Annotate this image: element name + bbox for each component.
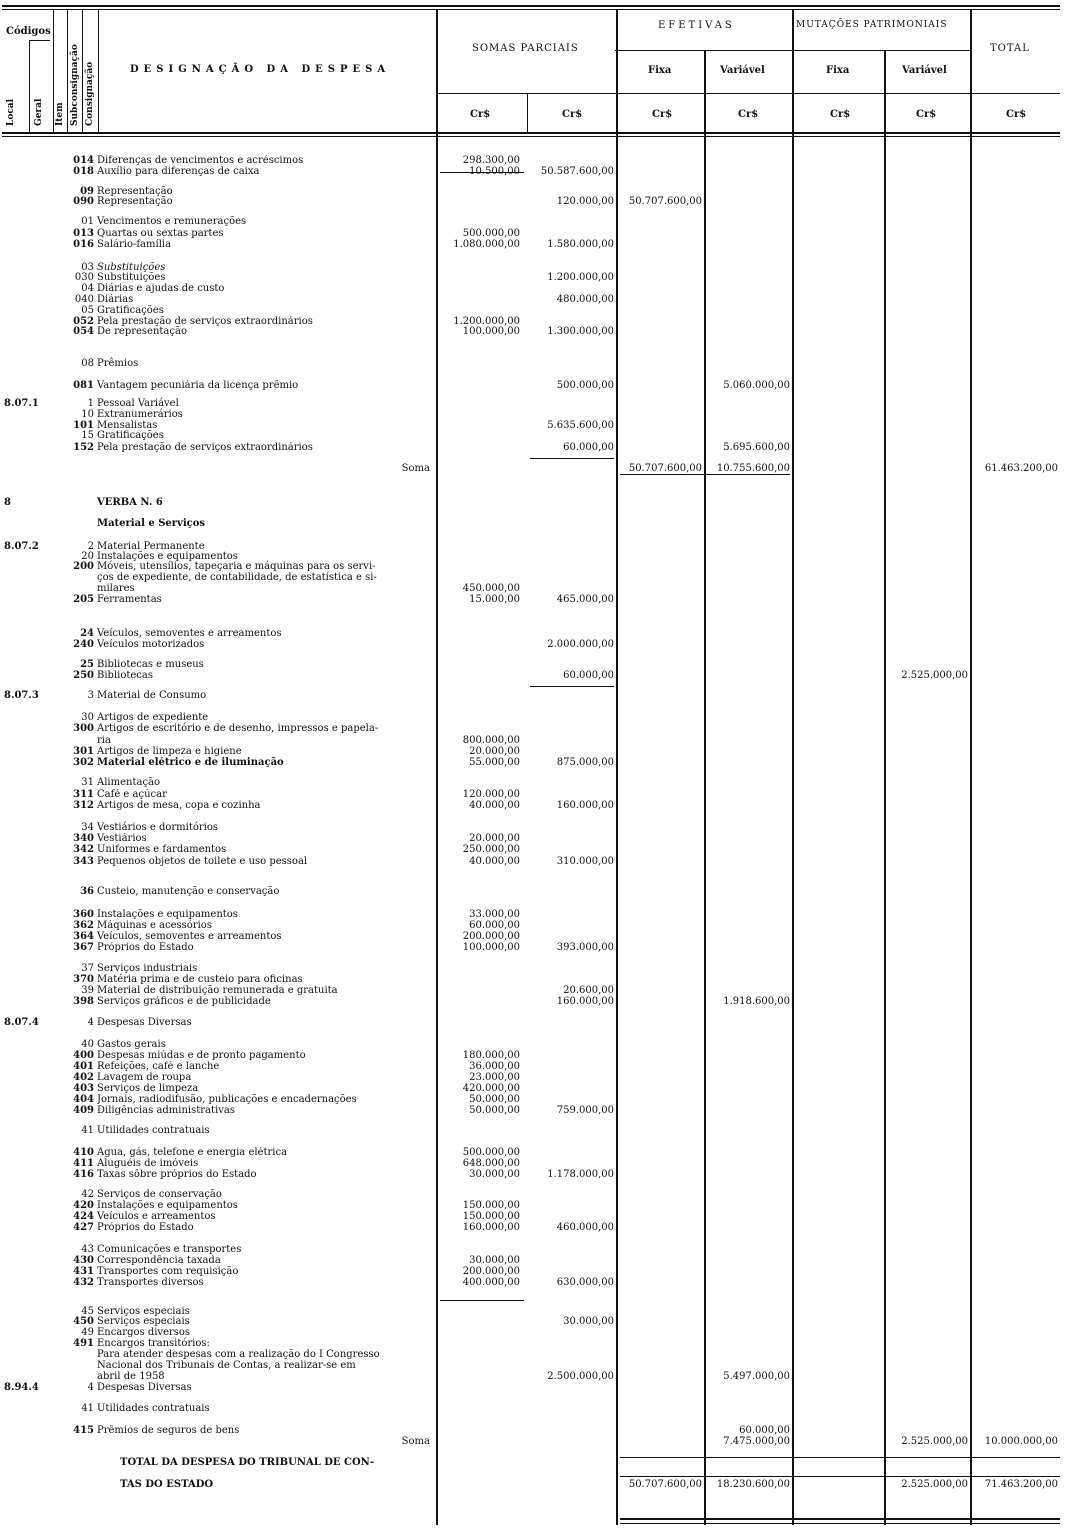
row-code: 302 (73, 757, 94, 768)
row-code: 427 (73, 1222, 94, 1233)
row-code: 39 (81, 985, 94, 996)
row-description: Veículos e arreamentos (97, 1211, 216, 1222)
row-efetiva-variavel: 60.000,00 (739, 1425, 790, 1436)
row-partial-2: 630.000,00 (556, 1277, 614, 1288)
row-partial-2: 310.000,00 (556, 856, 614, 867)
row-description: TOTAL DA DESPESA DO TRIBUNAL DE CON- (120, 1457, 374, 1468)
row-code: 014 (73, 155, 94, 166)
row-description: Lavagem de roupa (97, 1072, 192, 1083)
row-partial-2: 480.000,00 (556, 294, 614, 305)
row-description: Taxas sôbre próprios do Estado (97, 1169, 257, 1180)
row-code: 1 (87, 398, 94, 409)
row-code: 400 (73, 1050, 94, 1061)
row-code: 08 (81, 358, 94, 369)
row-partial-2: 759.000,00 (556, 1105, 614, 1116)
row-partial-1: 20.000,00 (469, 833, 520, 844)
row-code: 402 (73, 1072, 94, 1083)
row-efetiva-variavel: 18.230.600,00 (716, 1479, 790, 1490)
vline-cons (98, 10, 99, 132)
row-local-code: 8 (4, 497, 11, 508)
row-code: 2 (87, 541, 94, 552)
row-description: Gastos gerais (97, 1039, 166, 1050)
fixa-label: Fixa (648, 65, 672, 76)
row-efetiva-variavel: 5.060.000,00 (723, 380, 790, 391)
rule-total-2 (620, 1523, 1060, 1524)
row-partial-1: 100.000,00 (462, 942, 520, 953)
vline-geral (53, 10, 54, 132)
row-partial-1: 36.000,00 (469, 1061, 520, 1072)
top-rule (2, 5, 1060, 7)
row-code: 415 (73, 1425, 94, 1436)
row-description: Artigos de mesa, copa e cozinha (97, 800, 261, 811)
row-partial-1: 150.000,00 (462, 1211, 520, 1222)
row-partial-1: 30.000,00 (469, 1255, 520, 1266)
row-partial-2: 1.300.000,00 (547, 326, 614, 337)
row-partial-2: 20.600,00 (563, 985, 614, 996)
row-code: 416 (73, 1169, 94, 1180)
row-efetiva-variavel: 7.475.000,00 (723, 1436, 790, 1447)
row-code: 42 (81, 1189, 94, 1200)
row-partial-1: 120.000,00 (462, 789, 520, 800)
col-item: Item (55, 102, 65, 126)
row-code: 410 (73, 1147, 94, 1158)
row-partial-1: 500.000,00 (462, 1147, 520, 1158)
rule-soma1 (530, 458, 614, 459)
row-description: Extranumerários (97, 409, 183, 420)
row-description: Para atender despesas com a realização do I Congresso (97, 1349, 380, 1360)
vline-local (29, 40, 30, 132)
row-code: 05 (81, 305, 94, 316)
row-local-code: 8.07.3 (4, 690, 39, 701)
variavel-mut-label: Variável (902, 65, 947, 76)
row-description: Vencimentos e remunerações (97, 216, 247, 227)
row-partial-2: 5.635.600,00 (547, 420, 614, 431)
row-code: 404 (73, 1094, 94, 1105)
rule-total (620, 1518, 1060, 1520)
row-description: Transportes com requisição (97, 1266, 239, 1277)
row-description: Transportes diversos (97, 1277, 204, 1288)
row-description: TAS DO ESTADO (120, 1479, 214, 1490)
row-description: Quartas ou sextas partes (97, 228, 224, 239)
col-local: Local (6, 98, 16, 126)
row-code: 420 (73, 1200, 94, 1211)
row-description: Artigos de escritório e de desenho, impressos e papela- (97, 723, 379, 734)
row-description: Material e Serviços (97, 518, 206, 529)
row-local-code: 8.07.2 (4, 541, 39, 552)
col-subconsignacao: Subconsignação (70, 44, 80, 126)
row-code: 45 (81, 1306, 94, 1317)
row-partial-2: 30.000,00 (563, 1316, 614, 1327)
vline-sub (82, 10, 83, 132)
mutacoes-label: MUTAÇÕES PATRIMONIAIS (796, 20, 948, 30)
row-description: Pela prestação de serviços extraordinários (97, 316, 313, 327)
row-local-code: 8.94.4 (4, 1382, 39, 1393)
header-bottom-rule (2, 132, 1060, 134)
row-code: 401 (73, 1061, 94, 1072)
row-description: Serviços gráficos e de publicidade (97, 996, 271, 1007)
rule-c (440, 1300, 524, 1301)
row-code: 300 (73, 723, 94, 734)
row-description: Próprios do Estado (97, 942, 194, 953)
row-partial-2: 1.580.000,00 (547, 239, 614, 250)
row-description: Representação (97, 196, 173, 207)
row-efetiva-fixa: 50.707.600,00 (628, 196, 702, 207)
variavel-label: Variável (720, 65, 765, 76)
row-description: Aluguéis de imóveis (97, 1158, 199, 1169)
col-geral: Geral (34, 98, 44, 126)
row-description: Artigos de expediente (97, 712, 209, 723)
row-partial-2: 160.000,00 (556, 996, 614, 1007)
row-code: 101 (73, 420, 94, 431)
row-code: 424 (73, 1211, 94, 1222)
row-description: Instalações e equipamentos (97, 551, 238, 562)
col-consignacao: Consignação (85, 61, 95, 126)
row-description: Gratificações (97, 430, 164, 441)
row-code: 34 (81, 822, 94, 833)
row-code: 09 (80, 186, 94, 197)
row-code: 01 (81, 216, 94, 227)
row-description: Veículos motorizados (97, 639, 205, 650)
row-code: 04 (81, 283, 94, 294)
row-code: 040 (74, 294, 94, 305)
row-description: Material de distribuição remunerada e gratuita (97, 985, 338, 996)
row-partial-1: 180.000,00 (462, 1050, 520, 1061)
row-description: Prêmios de seguros de bens (97, 1425, 240, 1436)
row-partial-1: 1.200.000,00 (453, 316, 520, 327)
row-description: Material de Consumo (97, 690, 207, 701)
row-mutacao-variavel: 2.525.000,00 (901, 670, 968, 681)
row-partial-1: 30.000,00 (469, 1169, 520, 1180)
row-description: Nacional dos Tribunais de Contas, a realizar-se em (97, 1360, 356, 1371)
row-code: 340 (73, 833, 94, 844)
row-code: 30 (81, 712, 94, 723)
row-mutacao-variavel: 2.525.000,00 (901, 1479, 968, 1490)
somas-parciais-label: SOMAS PARCIAIS (472, 43, 579, 54)
row-partial-1: 60.000,00 (469, 920, 520, 931)
row-partial-2: 60.000,00 (563, 442, 614, 453)
row-partial-1: 150.000,00 (462, 1200, 520, 1211)
row-description: Utilidades contratuais (97, 1125, 210, 1136)
rule-b (530, 686, 614, 687)
row-description: Bibliotecas (97, 670, 153, 681)
row-code: 090 (73, 196, 94, 207)
row-partial-1: 400.000,00 (462, 1277, 520, 1288)
row-partial-1: 33.000,00 (469, 909, 520, 920)
row-description: Despesas Diversas (97, 1017, 192, 1028)
row-code: 311 (73, 789, 94, 800)
row-description: Prêmios (97, 358, 139, 369)
header-bottom-rule-2 (2, 136, 1060, 137)
row-description: Soma (401, 463, 430, 474)
rule-a (440, 172, 524, 173)
row-partial-2: 60.000,00 (563, 670, 614, 681)
vline-mf (884, 50, 886, 1525)
row-partial-1: 200.000,00 (462, 1266, 520, 1277)
row-code: 411 (73, 1158, 94, 1169)
row-partial-1: 20.000,00 (469, 746, 520, 757)
row-partial-1: 40.000,00 (469, 856, 520, 867)
row-code: 343 (73, 856, 94, 867)
row-description: Jornais, radiodifusão, publicações e encadernações (97, 1094, 357, 1105)
vline-p1 (527, 94, 528, 134)
efetivas-label: EFETIVAS (658, 20, 735, 31)
row-code: 41 (81, 1125, 94, 1136)
row-code: 31 (81, 777, 94, 788)
row-code: 20 (81, 551, 94, 562)
row-description: Diferenças de vencimentos e acréscimos (97, 155, 304, 166)
row-partial-2: 1.178.000,00 (547, 1169, 614, 1180)
row-description: Vestiários e dormitórios (97, 822, 218, 833)
row-code: 360 (73, 909, 94, 920)
row-description: Refeições, café e lanche (97, 1061, 220, 1072)
row-code: 342 (73, 844, 94, 855)
row-partial-2: 50.587.600,00 (540, 166, 614, 177)
codigo-rule (30, 40, 50, 41)
row-code: 430 (73, 1255, 94, 1266)
row-description: Utilidades contratuais (97, 1403, 210, 1414)
row-code: 4 (87, 1017, 94, 1028)
row-description: Vestiários (97, 833, 147, 844)
row-partial-2: 500.000,00 (556, 380, 614, 391)
currency-p1: Cr$ (470, 109, 491, 120)
row-code: 3 (87, 690, 94, 701)
row-code: 24 (80, 628, 94, 639)
row-description: Material elétrico e de iluminação (97, 757, 284, 768)
currency-p2: Cr$ (562, 109, 583, 120)
row-code: 37 (81, 963, 94, 974)
row-code: 4 (87, 1382, 94, 1393)
row-partial-2: 460.000,00 (556, 1222, 614, 1233)
row-code: 250 (73, 670, 94, 681)
row-local-code: 8.07.4 (4, 1017, 39, 1028)
row-description: Veículos, semoventes e arreamentos (97, 628, 282, 639)
row-partial-1: 800.000,00 (462, 735, 520, 746)
row-partial-2: 393.000,00 (556, 942, 614, 953)
row-partial-2: 875.000,00 (556, 757, 614, 768)
row-description: Correspondência taxada (97, 1255, 221, 1266)
row-description: VERBA N. 6 (97, 497, 163, 508)
row-description: Despesas Diversas (97, 1382, 192, 1393)
vline-fixa (704, 50, 706, 1525)
currency-var: Cr$ (738, 109, 759, 120)
row-code: 362 (73, 920, 94, 931)
row-partial-1: 420.000,00 (462, 1083, 520, 1094)
row-efetiva-variavel: 10.755.600,00 (716, 463, 790, 474)
row-code: 398 (73, 996, 94, 1007)
row-description: Encargos transitórios: (97, 1338, 210, 1349)
total-label: TOTAL (990, 43, 1030, 54)
currency-mv: Cr$ (916, 109, 937, 120)
row-code: 36 (80, 886, 94, 897)
vline-desc (436, 10, 438, 1525)
row-code: 301 (73, 746, 94, 757)
row-partial-1: 500.000,00 (462, 228, 520, 239)
row-efetiva-variavel: 1.918.600,00 (723, 996, 790, 1007)
row-description: Despesas miúdas e de pronto pagamento (97, 1050, 306, 1061)
row-code: 43 (81, 1244, 94, 1255)
row-description: Pela prestação de serviços extraordinários (97, 442, 313, 453)
row-efetiva-fixa: 50.707.600,00 (628, 463, 702, 474)
row-code: 367 (73, 942, 94, 953)
vline-p2 (616, 10, 618, 1525)
row-description: Ferramentas (97, 594, 162, 605)
row-partial-2: 465.000,00 (556, 594, 614, 605)
row-code: 370 (73, 974, 94, 985)
row-total: 61.463.200,00 (984, 463, 1058, 474)
row-partial-1: 23.000,00 (469, 1072, 520, 1083)
row-description: Bibliotecas e museus (97, 659, 204, 670)
row-partial-1: 40.000,00 (469, 800, 520, 811)
fixa-mut-label: Fixa (826, 65, 850, 76)
row-description: Custeio, manutenção e conservação (97, 886, 280, 897)
rule-soma2 (620, 1457, 1060, 1458)
row-description: Auxílio para diferenças de caixa (97, 166, 260, 177)
row-description: Salário-família (97, 239, 172, 250)
row-description: Serviços especiais (97, 1306, 190, 1317)
row-description: Matéria prima e de custeio para oficinas (97, 974, 303, 985)
row-description: Substituições (97, 262, 166, 273)
row-code: 030 (74, 272, 94, 283)
row-code: 25 (80, 659, 94, 670)
vline-mv (970, 10, 972, 1525)
row-description: Máquinas e acessórios (97, 920, 212, 931)
row-partial-1: 298.300,00 (462, 155, 520, 166)
row-code: 081 (73, 380, 94, 391)
row-total: 10.000.000,00 (984, 1436, 1058, 1447)
row-code: 200 (73, 561, 94, 572)
row-partial-1: 250.000,00 (462, 844, 520, 855)
row-partial-2: 2.000.000,00 (547, 639, 614, 650)
row-partial-2: 1.200.000,00 (547, 272, 614, 283)
row-description: Alimentação (97, 777, 161, 788)
row-description: Serviços especiais (97, 1316, 190, 1327)
row-efetiva-fixa: 50.707.600,00 (628, 1479, 702, 1490)
row-description: Veículos, semoventes e arreamentos (97, 931, 282, 942)
row-code: 15 (81, 430, 94, 441)
row-code: 10 (81, 409, 94, 420)
row-code: 03 (81, 262, 94, 273)
row-description: Serviços de limpeza (97, 1083, 199, 1094)
row-code: 450 (73, 1316, 94, 1327)
row-partial-2: 2.500.000,00 (547, 1371, 614, 1382)
currency-mf: Cr$ (830, 109, 851, 120)
row-code: 431 (73, 1266, 94, 1277)
row-description: Representação (97, 186, 173, 197)
row-partial-2: 160.000,00 (556, 800, 614, 811)
row-code: 013 (73, 228, 94, 239)
row-code: 052 (73, 316, 94, 327)
row-partial-1: 200.000,00 (462, 931, 520, 942)
row-description: Diárias e ajudas de custo (97, 283, 225, 294)
row-code: 364 (73, 931, 94, 942)
row-description: Instalações e equipamentos (97, 1200, 238, 1211)
row-description: Próprios do Estado (97, 1222, 194, 1233)
top-rule-2 (2, 9, 1060, 10)
rule-soma1b (620, 474, 790, 475)
row-code: 205 (73, 594, 94, 605)
row-code: 432 (73, 1277, 94, 1288)
row-description: Artigos de limpeza e higiene (97, 746, 242, 757)
row-code: 152 (73, 442, 94, 453)
row-partial-1: 100.000,00 (462, 326, 520, 337)
row-efetiva-variavel: 5.695.600,00 (723, 442, 790, 453)
row-description: abril de 1958 (97, 1371, 165, 1382)
row-code: 409 (73, 1105, 94, 1116)
rule-soma2b (620, 1476, 1060, 1477)
row-code: 018 (73, 166, 94, 177)
row-description: De representação (97, 326, 187, 337)
row-description: Diárias (97, 294, 134, 305)
row-description: Pequenos objetos de toilete e uso pessoal (97, 856, 308, 867)
row-partial-1: 55.000,00 (469, 757, 520, 768)
row-code: 403 (73, 1083, 94, 1094)
row-partial-1: 160.000,00 (462, 1222, 520, 1233)
row-description: Soma (401, 1436, 430, 1447)
row-code: 40 (81, 1039, 94, 1050)
row-description: milares (97, 583, 135, 594)
row-description: Gratificações (97, 305, 164, 316)
row-partial-2: 120.000,00 (556, 196, 614, 207)
row-code: 491 (73, 1338, 94, 1349)
row-mutacao-variavel: 2.525.000,00 (901, 1436, 968, 1447)
row-description: Encargos diversos (97, 1327, 191, 1338)
row-description: Uniformes e fardamentos (97, 844, 227, 855)
row-description: Serviços industriais (97, 963, 198, 974)
row-description: ços de expediente, de contabilidade, de estatística e si- (97, 572, 377, 583)
row-description: Água, gás, telefone e energia elétrica (97, 1147, 288, 1158)
codigos-label: Códigos (6, 26, 51, 37)
row-partial-1: 50.000,00 (469, 1094, 520, 1105)
row-description: Vantagem pecuniária da licença prêmio (97, 380, 299, 391)
row-partial-1: 15.000,00 (469, 594, 520, 605)
row-description: Instalações e equipamentos (97, 909, 238, 920)
row-description: Pessoal Variável (97, 398, 179, 409)
row-partial-1: 648.000,00 (462, 1158, 520, 1169)
row-description: Móveis, utensílios, tapeçaria e máquinas para os servi- (97, 561, 376, 572)
row-code: 312 (73, 800, 94, 811)
row-code: 41 (81, 1403, 94, 1414)
currency-rule (437, 93, 1060, 94)
row-code: 49 (81, 1327, 94, 1338)
currency-fixa: Cr$ (652, 109, 673, 120)
row-code: 016 (73, 239, 94, 250)
row-local-code: 8.07.1 (4, 398, 39, 409)
row-description: Comunicações e transportes (97, 1244, 242, 1255)
row-partial-1: 50.000,00 (469, 1105, 520, 1116)
row-code: 240 (73, 639, 94, 650)
row-description: ria (97, 735, 111, 746)
row-description: Material Permanente (97, 541, 205, 552)
vline-var (792, 10, 794, 1525)
row-description: Substituições (97, 272, 166, 283)
currency-total: Cr$ (1006, 109, 1027, 120)
row-partial-1: 450.000,00 (462, 583, 520, 594)
row-total: 71.463.200,00 (984, 1479, 1058, 1490)
row-description: Diligências administrativas (97, 1105, 235, 1116)
vline-item (67, 10, 68, 132)
row-partial-1: 1.080.000,00 (453, 239, 520, 250)
row-description: Mensalistas (97, 420, 158, 431)
row-description: Café e açúcar (97, 789, 167, 800)
row-code: 054 (73, 326, 94, 337)
designacao-label: DESIGNAÇÃO DA DESPESA (130, 64, 391, 75)
row-efetiva-variavel: 5.497.000,00 (723, 1371, 790, 1382)
row-description: Serviços de conservação (97, 1189, 222, 1200)
